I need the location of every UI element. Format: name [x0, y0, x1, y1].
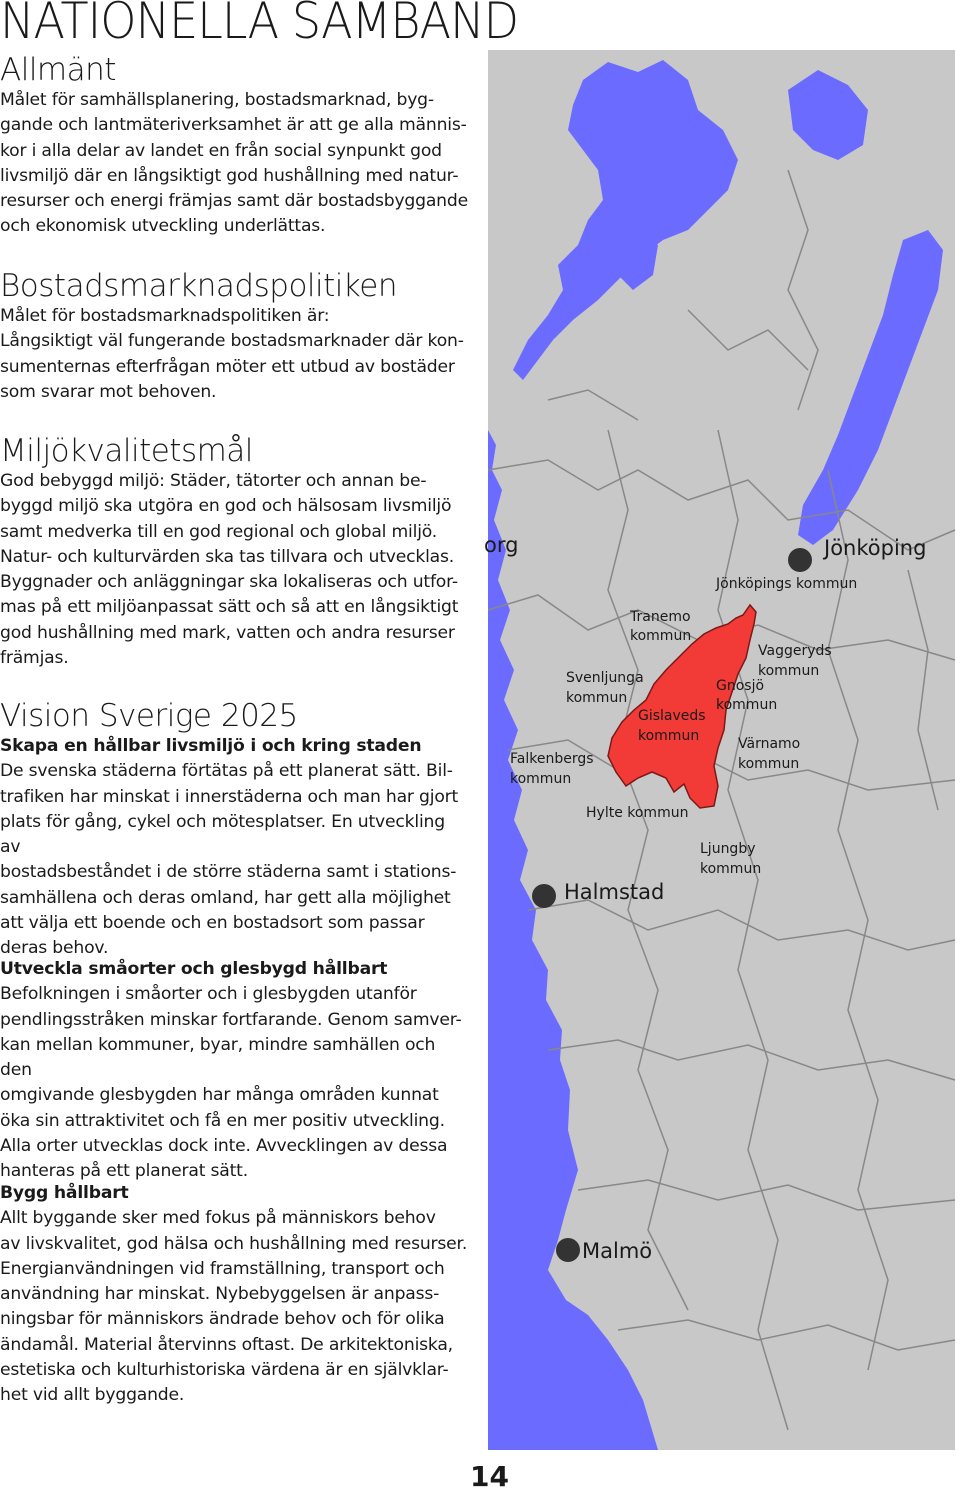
section-bygg-hallbart: [0, 1181, 470, 1409]
section-heading: Miljökvalitetsmål: [0, 433, 253, 469]
city-marker-malmo: [556, 1238, 580, 1262]
kommun-label-vaggeryds: Vaggeryds: [758, 643, 832, 659]
kommun-label-gislaveds: Gislaveds: [638, 708, 706, 724]
kommun-label-svenljunga: Svenljunga: [566, 670, 644, 686]
region-map: [484, 50, 955, 1450]
city-label-halmstad: Halmstad: [564, 880, 665, 904]
kommun-label-tranemo-2: kommun: [630, 628, 692, 644]
section-heading: Allmänt: [0, 52, 116, 88]
kommun-label-ljungby: Ljungby: [700, 841, 756, 857]
section-bostadsmarknadspolitiken: [0, 268, 470, 405]
section-body: Målet för bostadsmarknadspolitiken är: Långsiktigt väl fungerande bostadsmarknader där kon- sumenternas efterfrågan möter ett utbud av bostäder som svarar mot behoven.: [0, 306, 464, 402]
page-title: NATIONELLA SAMBAND: [0, 0, 519, 50]
city-marker-halmstad: [532, 884, 556, 908]
section-heading: Vision Sverige 2025: [0, 698, 298, 734]
section-body: Allt byggande sker med fokus på människors behov av livskvalitet, god hälsa och hushållning med resurser. Energianvändningen vid framställning, transport och användning har minskat. Nybebyggelsen är anpass- ningsbar för människors ändrade behov och för olika ändamål. Material återvinns oftast. De arkitektoniska, estetiska och kulturhistoriska värdena är en självklar- het vid allt byggande.: [0, 1208, 468, 1406]
section-smaorter: [0, 957, 470, 1185]
kommun-label-tranemo: Tranemo: [630, 609, 691, 625]
kommun-label-gislaveds-2: kommun: [638, 728, 700, 744]
kommun-label-gnosjo: Gnosjö: [716, 678, 765, 694]
section-allmant: [0, 52, 470, 240]
section-subheading: Bygg hållbart: [0, 1183, 129, 1203]
city-marker-jonkoping: [788, 548, 812, 572]
section-body: Befolkningen i småorter och i glesbygden utanför pendlingsstråken minskar fortfarande. Genom samver- kan mellan kommuner, byar, mindre samhällen och den omgivande glesbygden har många områden kunnat öka sin attraktivitet och få en mer positiv utveckling. Alla orter utvecklas dock inte. Avvecklingen av dessa hanteras på ett planerat sätt.: [0, 984, 462, 1182]
kommun-label-vaggeryds-2: kommun: [758, 663, 820, 679]
kommun-label-gnosjo-2: kommun: [716, 697, 778, 713]
section-body: Målet för samhällsplanering, bostadsmarknad, byg- gande och lantmäteriverksamhet är att ge alla männis- kor i alla delar av landet en från social synpunkt god livsmiljö där en långsiktigt god hushållning med natur- resurser och energi främjas samt där bostadsbyggande och ekonomisk utveckling underlättas.: [0, 90, 468, 237]
section-miljokvalitetsmal: [0, 433, 470, 671]
section-subheading: Skapa en hållbar livsmiljö i och kring staden: [0, 736, 422, 756]
kommun-label-hylte: Hylte kommun: [586, 805, 689, 821]
section-body: God bebyggd miljö: Städer, tätorter och annan be- byggd miljö ska utgöra en god och hälsosam livsmiljö samt medverka till en god regional och global miljö. Natur- och kulturvärden ska tas tillvara och utvecklas. Byggnader och anläggningar ska lokaliseras och utfor- mas på ett miljöanpassat sätt och så att en långsiktigt god hushållning med mark, vatten och andra resurser främjas.: [0, 471, 459, 669]
section-body: De svenska städerna förtätas på ett planerat sätt. Bil- trafiken har minskat i innerstäderna och man har gjort plats för gång, cykel och mötesplatser. En utveckling av bostadsbeståndet i de större städerna samt i stations- samhällena och deras omland, har gett alla möjlighet att välja ett boende och en bostadsort som passar deras behov.: [0, 761, 459, 959]
page-number: 14: [470, 1460, 509, 1493]
section-subheading: Utveckla småorter och glesbygd hållbart: [0, 959, 388, 979]
kommun-label-varnamo: Värnamo: [738, 736, 801, 752]
map-svg: [484, 50, 955, 1450]
kommun-label-ljungby-2: kommun: [700, 861, 762, 877]
kommun-label-varnamo-2: kommun: [738, 756, 800, 772]
kommun-label-falkenbergs: Falkenbergs: [510, 751, 594, 767]
section-heading: Bostadsmarknadspolitiken: [0, 268, 397, 304]
kommun-label-svenljunga-2: kommun: [566, 690, 628, 706]
kommun-label-falkenbergs-2: kommun: [510, 771, 572, 787]
section-vision-sverige: [0, 698, 470, 962]
map-land: [488, 50, 955, 1450]
city-label-malmo: Malmö: [582, 1239, 653, 1263]
kommun-label-jonkopings: Jönköpings kommun: [716, 576, 858, 592]
city-label-partial: org: [484, 533, 519, 557]
city-label-jonkoping: Jönköping: [824, 536, 927, 560]
